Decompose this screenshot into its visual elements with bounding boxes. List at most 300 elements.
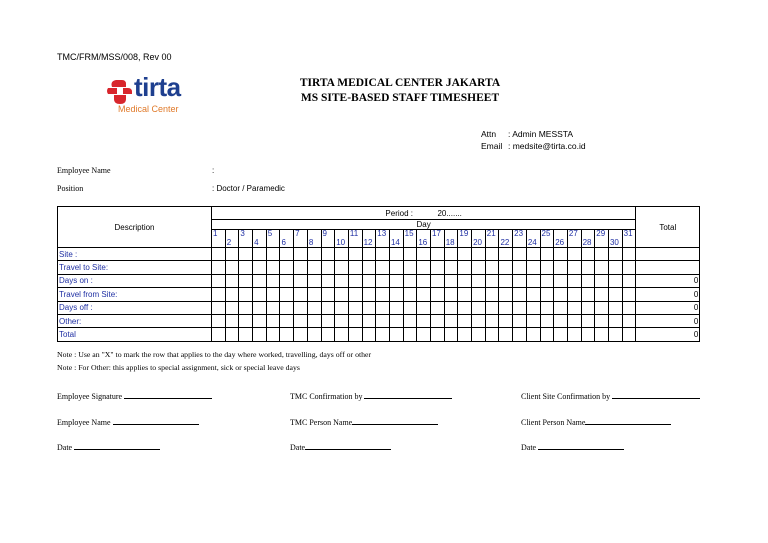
day-cell[interactable]	[567, 314, 581, 327]
tmc-confirmation-line[interactable]	[364, 389, 452, 399]
period-cell[interactable]	[212, 207, 636, 220]
day-cell[interactable]	[348, 248, 362, 261]
employee-signature-label: Employee Signature	[57, 392, 123, 401]
day-cell[interactable]	[280, 288, 294, 301]
tmc-confirmation-label: TMC Confirmation by	[290, 392, 363, 401]
day-spacer	[540, 238, 554, 248]
day-cell[interactable]	[513, 301, 527, 314]
day-cell[interactable]	[499, 288, 513, 301]
row-label: Travel from Site:	[58, 288, 212, 301]
day-cell[interactable]	[622, 261, 636, 274]
client-confirmation-field[interactable]	[521, 389, 700, 401]
day-cell[interactable]	[266, 288, 280, 301]
day-cell[interactable]	[444, 328, 458, 341]
day-cell[interactable]	[499, 314, 513, 327]
day-cell[interactable]	[307, 328, 321, 341]
day-cell[interactable]	[540, 328, 554, 341]
form-code: TMC/FRM/MSS/008, Rev 00	[57, 52, 172, 62]
day-number: 13	[376, 230, 390, 239]
day-cell[interactable]	[608, 288, 622, 301]
day-cell[interactable]	[212, 314, 226, 327]
date-line-client[interactable]	[538, 440, 624, 450]
day-cell[interactable]	[431, 248, 445, 261]
day-cell[interactable]	[567, 288, 581, 301]
day-cell[interactable]	[499, 261, 513, 274]
day-cell[interactable]	[225, 261, 239, 274]
day-cell[interactable]	[622, 301, 636, 314]
day-cell[interactable]	[431, 274, 445, 287]
day-cell[interactable]	[280, 314, 294, 327]
employee-name-sign-line[interactable]	[113, 415, 199, 425]
day-cell[interactable]	[389, 328, 403, 341]
day-cell[interactable]	[294, 261, 308, 274]
day-cell[interactable]	[581, 314, 595, 327]
day-cell[interactable]	[294, 274, 308, 287]
day-cell[interactable]	[362, 248, 376, 261]
day-cell[interactable]	[458, 301, 472, 314]
day-cell[interactable]	[376, 274, 390, 287]
day-spacer	[321, 238, 335, 248]
day-cell[interactable]	[554, 288, 568, 301]
day-cell[interactable]	[526, 261, 540, 274]
client-person-name-label: Client Person Name	[521, 418, 586, 427]
day-cell[interactable]	[376, 248, 390, 261]
date-field-client[interactable]	[521, 440, 624, 452]
day-cell[interactable]	[526, 248, 540, 261]
day-cell[interactable]	[499, 301, 513, 314]
day-spacer	[376, 238, 390, 248]
day-cell[interactable]	[499, 248, 513, 261]
row-label: Days on :	[58, 274, 212, 287]
day-cell[interactable]	[417, 274, 431, 287]
day-cell[interactable]	[431, 301, 445, 314]
day-cell[interactable]	[348, 274, 362, 287]
day-cell[interactable]	[595, 274, 609, 287]
day-cell[interactable]	[608, 301, 622, 314]
day-cell[interactable]	[225, 301, 239, 314]
day-cell[interactable]	[595, 261, 609, 274]
day-number: 26	[554, 238, 568, 248]
day-cell[interactable]	[485, 301, 499, 314]
day-cell[interactable]	[444, 261, 458, 274]
day-cell[interactable]	[458, 248, 472, 261]
employee-name-sign-label: Employee Name	[57, 418, 111, 427]
day-cell[interactable]	[376, 301, 390, 314]
day-number: 8	[307, 238, 321, 248]
day-cell[interactable]	[458, 314, 472, 327]
tmc-person-name-line[interactable]	[352, 415, 438, 425]
day-cell[interactable]	[608, 274, 622, 287]
day-cell[interactable]	[253, 248, 267, 261]
row-label: Travel to Site:	[58, 261, 212, 274]
day-cell[interactable]	[335, 248, 349, 261]
day-spacer	[554, 230, 568, 239]
day-cell[interactable]	[389, 261, 403, 274]
day-cell[interactable]	[335, 274, 349, 287]
day-cell[interactable]	[362, 261, 376, 274]
day-header: Day	[212, 220, 636, 230]
day-cell[interactable]	[266, 248, 280, 261]
day-cell[interactable]	[567, 261, 581, 274]
day-spacer	[608, 230, 622, 239]
day-cell[interactable]	[513, 274, 527, 287]
day-cell[interactable]	[608, 314, 622, 327]
day-cell[interactable]	[554, 328, 568, 341]
day-cell[interactable]	[499, 328, 513, 341]
day-cell[interactable]	[362, 301, 376, 314]
day-cell[interactable]	[431, 328, 445, 341]
day-cell[interactable]	[225, 328, 239, 341]
day-number: 4	[253, 238, 267, 248]
day-spacer	[595, 238, 609, 248]
day-cell[interactable]	[212, 301, 226, 314]
day-cell[interactable]	[472, 248, 486, 261]
day-cell[interactable]	[294, 288, 308, 301]
day-cell[interactable]	[540, 314, 554, 327]
day-number: 25	[540, 230, 554, 239]
day-cell[interactable]	[554, 261, 568, 274]
day-cell[interactable]	[307, 301, 321, 314]
day-number: 6	[280, 238, 294, 248]
day-cell[interactable]	[389, 274, 403, 287]
day-cell[interactable]	[307, 274, 321, 287]
date-label-tmc: Date	[290, 443, 306, 452]
day-cell[interactable]	[581, 301, 595, 314]
day-cell[interactable]	[376, 314, 390, 327]
row-total: 0	[636, 328, 700, 341]
day-cell[interactable]	[253, 314, 267, 327]
day-cell[interactable]	[335, 328, 349, 341]
day-cell[interactable]	[362, 274, 376, 287]
day-cell[interactable]	[595, 328, 609, 341]
day-cell[interactable]	[280, 328, 294, 341]
day-cell[interactable]	[485, 261, 499, 274]
day-cell[interactable]	[622, 248, 636, 261]
day-cell[interactable]	[554, 248, 568, 261]
day-cell[interactable]	[212, 288, 226, 301]
day-cell[interactable]	[554, 274, 568, 287]
day-number: 17	[431, 230, 445, 239]
tirta-logo	[106, 71, 206, 117]
day-cell[interactable]	[417, 248, 431, 261]
day-cell[interactable]	[266, 301, 280, 314]
day-cell[interactable]	[307, 261, 321, 274]
day-cell[interactable]	[513, 288, 527, 301]
day-cell[interactable]	[376, 328, 390, 341]
day-number: 3	[239, 230, 253, 239]
table-row	[58, 301, 700, 314]
day-cell[interactable]	[253, 301, 267, 314]
day-cell[interactable]	[280, 301, 294, 314]
day-cell[interactable]	[581, 248, 595, 261]
day-cell[interactable]	[348, 328, 362, 341]
day-cell[interactable]	[239, 328, 253, 341]
day-cell[interactable]	[622, 328, 636, 341]
day-number: 14	[389, 238, 403, 248]
client-confirmation-line[interactable]	[612, 389, 700, 399]
day-cell[interactable]	[554, 301, 568, 314]
day-spacer	[431, 238, 445, 248]
day-cell[interactable]	[335, 301, 349, 314]
day-cell[interactable]	[526, 274, 540, 287]
day-cell[interactable]	[239, 274, 253, 287]
day-cell[interactable]	[581, 328, 595, 341]
tmc-confirmation-field[interactable]	[290, 389, 452, 401]
employee-signature-field[interactable]	[57, 389, 212, 401]
date-field-tmc[interactable]	[290, 440, 391, 452]
day-cell[interactable]	[499, 274, 513, 287]
employee-name-sign-field[interactable]	[57, 415, 199, 427]
day-cell[interactable]	[540, 274, 554, 287]
day-cell[interactable]	[266, 328, 280, 341]
day-cell[interactable]	[253, 261, 267, 274]
tmc-person-name-field[interactable]	[290, 415, 438, 427]
day-cell[interactable]	[472, 301, 486, 314]
day-cell[interactable]	[622, 274, 636, 287]
day-cell[interactable]	[540, 288, 554, 301]
day-cell[interactable]	[472, 261, 486, 274]
employee-name-value[interactable]: :	[212, 166, 215, 175]
day-cell[interactable]	[526, 288, 540, 301]
day-cell[interactable]	[595, 248, 609, 261]
day-cell[interactable]	[485, 328, 499, 341]
row-total: 0	[636, 274, 700, 287]
day-cell[interactable]	[581, 288, 595, 301]
day-cell[interactable]	[280, 274, 294, 287]
day-cell[interactable]	[280, 261, 294, 274]
day-cell[interactable]	[513, 328, 527, 341]
day-cell[interactable]	[472, 328, 486, 341]
day-cell[interactable]	[348, 314, 362, 327]
day-cell[interactable]	[239, 314, 253, 327]
day-number: 30	[608, 238, 622, 248]
day-cell[interactable]	[417, 301, 431, 314]
day-cell[interactable]	[431, 261, 445, 274]
day-cell[interactable]	[485, 248, 499, 261]
day-number: 5	[266, 230, 280, 239]
day-cell[interactable]	[321, 288, 335, 301]
day-cell[interactable]	[335, 288, 349, 301]
day-cell[interactable]	[321, 274, 335, 287]
day-cell[interactable]	[253, 328, 267, 341]
day-cell[interactable]	[307, 314, 321, 327]
day-cell[interactable]	[376, 261, 390, 274]
day-cell[interactable]	[294, 301, 308, 314]
period-value: 20.......	[437, 208, 462, 218]
day-cell[interactable]	[513, 261, 527, 274]
day-cell[interactable]	[444, 248, 458, 261]
day-cell[interactable]	[472, 288, 486, 301]
day-cell[interactable]	[513, 248, 527, 261]
day-cell[interactable]	[540, 261, 554, 274]
day-cell[interactable]	[239, 261, 253, 274]
day-cell[interactable]	[239, 288, 253, 301]
row-label: Days off :	[58, 301, 212, 314]
day-cell[interactable]	[513, 314, 527, 327]
attn-line	[481, 129, 574, 139]
day-spacer	[458, 238, 472, 248]
day-cell[interactable]	[321, 314, 335, 327]
day-cell[interactable]	[294, 328, 308, 341]
day-cell[interactable]	[307, 288, 321, 301]
row-total	[636, 248, 700, 261]
date-field-employee[interactable]	[57, 440, 160, 452]
day-spacer	[417, 230, 431, 239]
day-cell[interactable]	[472, 314, 486, 327]
day-cell[interactable]	[526, 328, 540, 341]
day-cell[interactable]	[417, 314, 431, 327]
day-cell[interactable]	[321, 301, 335, 314]
employee-signature-line[interactable]	[124, 389, 212, 399]
date-line-tmc[interactable]	[305, 440, 391, 450]
day-cell[interactable]	[280, 248, 294, 261]
day-spacer	[444, 230, 458, 239]
day-spacer	[266, 238, 280, 248]
day-cell[interactable]	[225, 314, 239, 327]
attn-value: : Admin MESSTA	[508, 129, 574, 139]
day-cell[interactable]	[417, 261, 431, 274]
day-cell[interactable]	[485, 274, 499, 287]
logo-brand-text: tirta	[134, 72, 181, 102]
day-cell[interactable]	[212, 274, 226, 287]
day-cell[interactable]	[417, 328, 431, 341]
day-cell[interactable]	[431, 314, 445, 327]
day-number: 23	[513, 230, 527, 239]
day-cell[interactable]	[444, 301, 458, 314]
day-cell[interactable]	[444, 274, 458, 287]
day-cell[interactable]	[389, 314, 403, 327]
day-spacer	[389, 230, 403, 239]
day-cell[interactable]	[608, 328, 622, 341]
day-cell[interactable]	[348, 261, 362, 274]
day-cell[interactable]	[458, 274, 472, 287]
day-cell[interactable]	[431, 288, 445, 301]
tmc-person-name-label: TMC Person Name	[290, 418, 353, 427]
day-cell[interactable]	[253, 288, 267, 301]
day-cell[interactable]	[362, 314, 376, 327]
date-line-employee[interactable]	[74, 440, 160, 450]
day-cell[interactable]	[595, 314, 609, 327]
day-cell[interactable]	[472, 274, 486, 287]
day-cell[interactable]	[225, 248, 239, 261]
day-cell[interactable]	[212, 261, 226, 274]
day-cell[interactable]	[608, 248, 622, 261]
day-cell[interactable]	[294, 314, 308, 327]
day-cell[interactable]	[622, 288, 636, 301]
row-total	[636, 261, 700, 274]
email-label: Email	[481, 141, 503, 151]
day-cell[interactable]	[266, 261, 280, 274]
day-cell[interactable]	[239, 248, 253, 261]
day-cell[interactable]	[239, 301, 253, 314]
day-spacer	[348, 238, 362, 248]
table-row	[58, 288, 700, 301]
day-cell[interactable]	[321, 328, 335, 341]
day-cell[interactable]	[554, 314, 568, 327]
day-cell[interactable]	[485, 288, 499, 301]
day-cell[interactable]	[458, 261, 472, 274]
day-cell[interactable]	[403, 248, 417, 261]
day-number: 9	[321, 230, 335, 239]
day-cell[interactable]	[335, 314, 349, 327]
day-cell[interactable]	[595, 301, 609, 314]
day-cell[interactable]	[321, 248, 335, 261]
day-number: 16	[417, 238, 431, 248]
day-cell[interactable]	[485, 314, 499, 327]
day-cell[interactable]	[376, 288, 390, 301]
email-value: : medsite@tirta.co.id	[508, 141, 586, 151]
day-cell[interactable]	[307, 248, 321, 261]
day-cell[interactable]	[417, 288, 431, 301]
day-cell[interactable]	[458, 328, 472, 341]
day-cell[interactable]	[403, 328, 417, 341]
day-cell[interactable]	[581, 274, 595, 287]
day-number: 28	[581, 238, 595, 248]
day-cell[interactable]	[225, 288, 239, 301]
day-cell[interactable]	[403, 274, 417, 287]
day-cell[interactable]	[526, 314, 540, 327]
day-cell[interactable]	[389, 248, 403, 261]
day-cell[interactable]	[540, 248, 554, 261]
day-cell[interactable]	[622, 314, 636, 327]
client-person-name-line[interactable]	[585, 415, 671, 425]
day-cell[interactable]	[403, 261, 417, 274]
day-cell[interactable]	[362, 288, 376, 301]
day-cell[interactable]	[294, 248, 308, 261]
email-line	[481, 141, 586, 151]
day-cell[interactable]	[403, 288, 417, 301]
row-label: Other:	[58, 314, 212, 327]
day-cell[interactable]	[348, 288, 362, 301]
day-cell[interactable]	[266, 274, 280, 287]
day-cell[interactable]	[458, 288, 472, 301]
day-cell[interactable]	[212, 328, 226, 341]
day-cell[interactable]	[526, 301, 540, 314]
day-number: 12	[362, 238, 376, 248]
day-cell[interactable]	[595, 288, 609, 301]
day-spacer	[472, 230, 486, 239]
day-cell[interactable]	[540, 301, 554, 314]
day-cell[interactable]	[362, 328, 376, 341]
day-cell[interactable]	[212, 248, 226, 261]
client-person-name-field[interactable]	[521, 415, 671, 427]
day-cell[interactable]	[389, 288, 403, 301]
day-cell[interactable]	[389, 301, 403, 314]
day-number: 11	[348, 230, 362, 239]
row-label: Total	[58, 328, 212, 341]
day-cell[interactable]	[253, 274, 267, 287]
note-marking: Note : Use an "X" to mark the row that applies to the day where worked, travelling, days off or other	[57, 350, 372, 359]
day-cell[interactable]	[444, 314, 458, 327]
day-cell[interactable]	[403, 301, 417, 314]
day-cell[interactable]	[608, 261, 622, 274]
day-cell[interactable]	[348, 301, 362, 314]
day-cell[interactable]	[403, 314, 417, 327]
table-row	[58, 314, 700, 327]
day-cell[interactable]	[567, 301, 581, 314]
day-cell[interactable]	[581, 261, 595, 274]
day-cell[interactable]	[266, 314, 280, 327]
day-cell[interactable]	[225, 274, 239, 287]
day-cell[interactable]	[567, 328, 581, 341]
day-cell[interactable]	[335, 261, 349, 274]
day-cell[interactable]	[321, 261, 335, 274]
day-cell[interactable]	[567, 248, 581, 261]
day-cell[interactable]	[444, 288, 458, 301]
position-value[interactable]: : Doctor / Paramedic	[212, 184, 285, 193]
day-spacer	[499, 230, 513, 239]
day-cell[interactable]	[567, 274, 581, 287]
